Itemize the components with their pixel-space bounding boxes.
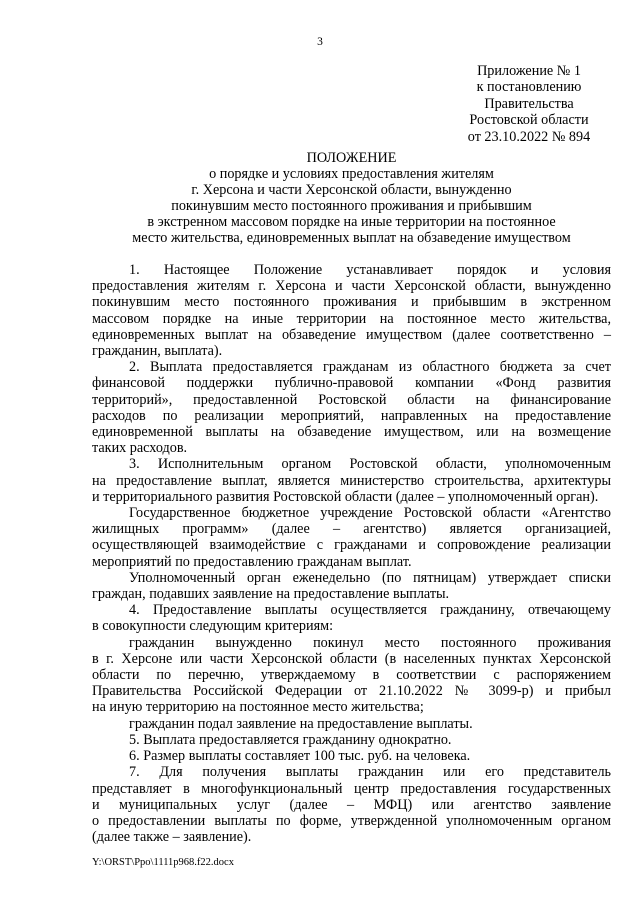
paragraph-line: граждан, подавших заявление на предоставление выплаты. (92, 586, 450, 603)
paragraph-line: в г. Херсоне или части Херсонской области (в населенных пунктах Херсонской (92, 650, 611, 667)
paragraph-line: гражданин, выплата). (92, 343, 223, 360)
paragraph-line: на предоставление выплат, является министерство строительства, архитектуры (92, 472, 611, 489)
paragraph-line: единовременной выплаты на обзаведение имуществом, или на возмещение (92, 424, 611, 441)
paragraph-line: Уполномоченный орган еженедельно (по пятницам) утверждает списки (129, 569, 611, 586)
document-body (92, 262, 611, 845)
paragraph-line: представляет в многофункциональный центр предоставления государственных (92, 780, 611, 797)
paragraph-line: предоставления жителям г. Херсона и части Херсонской области, вынужденно (92, 278, 611, 295)
paragraph-line: и муниципальных услуг (далее – МФЦ) или агентство заявление (92, 796, 611, 813)
paragraph-line: расходов по реализации мероприятий, направленных на предоставление (92, 407, 611, 424)
paragraph-line: Государственное бюджетное учреждение Ростовской области «Агентство (129, 505, 611, 522)
appendix-line: Приложение № 1 (477, 63, 581, 79)
paragraph-line: и территориального развития Ростовской области (далее – уполномоченный орган). (92, 488, 599, 505)
paragraph-line: осуществляющей взаимодействие с гражданами и сопровождение реализации (92, 537, 611, 554)
paragraph-line: в совокупности следующим критериям: (92, 618, 334, 635)
heading-line: место жительства, единовременных выплат на обзаведение имуществом (132, 229, 571, 246)
appendix-line: Правительства (484, 95, 574, 112)
paragraph-line: 1. Настоящее Положение устанавливает порядок и условия (129, 262, 611, 278)
appendix-block (440, 63, 618, 145)
page-number: 3 (317, 36, 323, 48)
heading-line: о порядке и условиях предоставления жителям (209, 165, 494, 182)
paragraph-line: единовременных выплат на обзаведение имуществом (далее соответственно – (92, 326, 611, 343)
paragraph-line: 7. Для получения выплаты гражданин или его представитель (129, 764, 611, 781)
paragraph-line: области по перечню, утверждаемому в соответствии с распоряжением (92, 667, 611, 684)
paragraph-line: финансовой поддержки публично-правовой компании «Фонд развития (92, 375, 611, 392)
paragraph-line: массовом порядке на иные территории на постоянное место жительства, (92, 310, 611, 327)
document-heading (92, 151, 611, 246)
paragraph-line: Правительства Российской Федерации от 21.10.2022 № 3099-р) и прибыл (92, 683, 611, 700)
appendix-line: от 23.10.2022 № 894 (467, 128, 591, 145)
paragraph-line: гражданин подал заявление на предоставление выплаты. (129, 715, 473, 732)
document-title: ПОЛОЖЕНИЕ (306, 150, 397, 166)
file-path-footer: Y:\ORST\Ppo\1111p968.f22.docx (92, 857, 234, 868)
paragraph-line: мероприятий по предоставлению гражданам выплат. (92, 553, 412, 570)
paragraph-line: жилищных программ» (далее – агентство) является организацией, (92, 521, 611, 538)
paragraph-line: 5. Выплата предоставляется гражданину однократно. (129, 731, 452, 748)
paragraph-line: 6. Размер выплаты составляет 100 тыс. руб. на человека. (129, 748, 471, 765)
paragraph-line: 2. Выплата предоставляется гражданам из областного бюджета за счет (129, 359, 611, 376)
paragraph-line: территорий», предоставленной Ростовской области на финансирование (92, 391, 611, 408)
paragraph-line: (далее также – заявление). (92, 829, 252, 846)
paragraph-line: гражданин вынужденно покинул место постоянного проживания (129, 634, 611, 651)
heading-line: покинувшим место постоянного проживания и прибывшим (171, 197, 532, 214)
paragraph-line: на иную территорию на постоянное место жительства; (92, 699, 424, 716)
paragraph-line: 3. Исполнительным органом Ростовской области, уполномоченным (129, 456, 611, 473)
heading-line: в экстренном массовом порядке на иные территории на постоянное (147, 213, 556, 230)
appendix-line: к постановлению (476, 79, 582, 96)
paragraph-line: 4. Предоставление выплаты осуществляется гражданину, отвечающему (129, 602, 611, 619)
heading-line: г. Херсона и части Херсонской области, вынужденно (191, 181, 512, 198)
paragraph-line: покинувшим место постоянного проживания и прибывшим в экстренном (92, 294, 611, 311)
paragraph-line: о предоставлении выплаты по форме, утвержденной уполномоченным органом (92, 812, 611, 829)
appendix-line: Ростовской области (469, 112, 589, 129)
paragraph-line: таких расходов. (92, 440, 188, 457)
